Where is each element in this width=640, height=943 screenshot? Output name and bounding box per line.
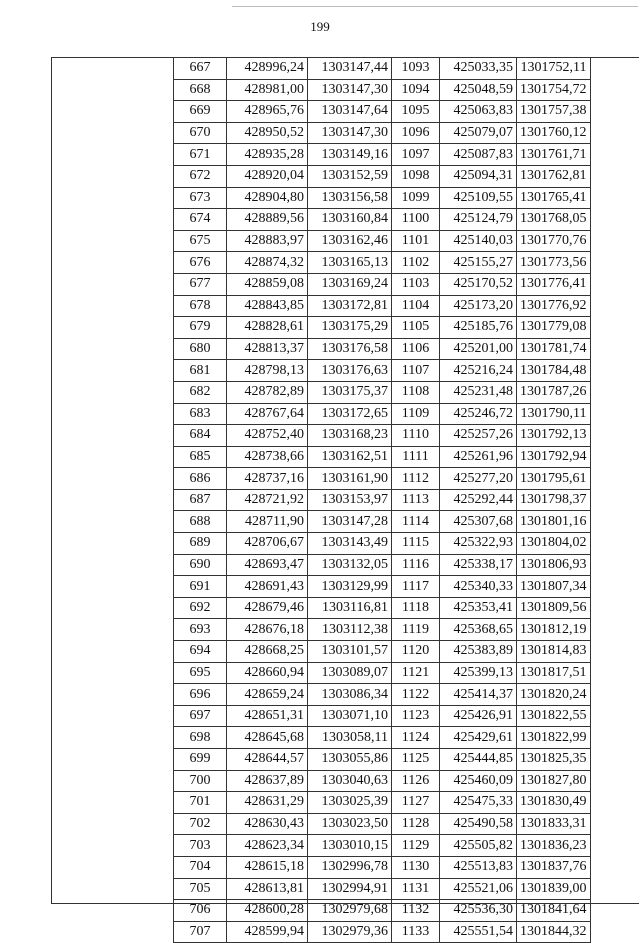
y-coordinate-cell: 1301752,11 — [517, 58, 591, 80]
point-number-cell: 705 — [174, 878, 227, 900]
point-number-cell: 694 — [174, 641, 227, 663]
y-coordinate-cell: 1301830,49 — [517, 792, 591, 814]
y-coordinate-cell: 1301798,37 — [517, 489, 591, 511]
x-coordinate-cell: 428721,92 — [227, 489, 308, 511]
y-coordinate-cell: 1301827,80 — [517, 770, 591, 792]
y-coordinate-cell: 1303147,64 — [308, 101, 392, 123]
y-coordinate-cell: 1301787,26 — [517, 381, 591, 403]
x-coordinate-cell: 425173,20 — [440, 295, 517, 317]
point-number-cell: 699 — [174, 749, 227, 771]
y-coordinate-cell: 1303153,97 — [308, 489, 392, 511]
y-coordinate-cell: 1303143,49 — [308, 533, 392, 555]
y-coordinate-cell: 1303040,63 — [308, 770, 392, 792]
table-row — [174, 684, 591, 706]
x-coordinate-cell: 425322,93 — [440, 533, 517, 555]
point-number-cell: 680 — [174, 338, 227, 360]
point-number-cell: 1114 — [392, 511, 440, 533]
point-number-cell: 1129 — [392, 835, 440, 857]
x-coordinate-cell: 428711,90 — [227, 511, 308, 533]
y-coordinate-cell: 1302979,68 — [308, 900, 392, 922]
x-coordinate-cell: 425094,31 — [440, 165, 517, 187]
page-number: 199 — [310, 19, 330, 34]
y-coordinate-cell: 1301762,81 — [517, 165, 591, 187]
x-coordinate-cell: 425124,79 — [440, 209, 517, 231]
table-row — [174, 792, 591, 814]
point-number-cell: 670 — [174, 122, 227, 144]
y-coordinate-cell: 1303071,10 — [308, 705, 392, 727]
table-row — [174, 230, 591, 252]
table-row — [174, 619, 591, 641]
y-coordinate-cell: 1301822,99 — [517, 727, 591, 749]
point-number-cell: 1103 — [392, 273, 440, 295]
x-coordinate-cell: 428691,43 — [227, 576, 308, 598]
y-coordinate-cell: 1303101,57 — [308, 641, 392, 663]
y-coordinate-cell: 1303132,05 — [308, 554, 392, 576]
point-number-cell: 681 — [174, 360, 227, 382]
x-coordinate-cell: 428615,18 — [227, 856, 308, 878]
x-coordinate-cell: 425170,52 — [440, 273, 517, 295]
x-coordinate-cell: 428613,81 — [227, 878, 308, 900]
point-number-cell: 1108 — [392, 381, 440, 403]
point-number-cell: 677 — [174, 273, 227, 295]
x-coordinate-cell: 428679,46 — [227, 597, 308, 619]
point-number-cell: 689 — [174, 533, 227, 555]
point-number-cell: 692 — [174, 597, 227, 619]
point-number-cell: 1121 — [392, 662, 440, 684]
point-number-cell: 682 — [174, 381, 227, 403]
x-coordinate-cell: 428828,61 — [227, 317, 308, 339]
point-number-cell: 668 — [174, 79, 227, 101]
point-number-cell: 703 — [174, 835, 227, 857]
y-coordinate-cell: 1301804,02 — [517, 533, 591, 555]
table-row — [174, 511, 591, 533]
point-number-cell: 675 — [174, 230, 227, 252]
x-coordinate-cell: 425109,55 — [440, 187, 517, 209]
y-coordinate-cell: 1301779,08 — [517, 317, 591, 339]
x-coordinate-cell: 428644,57 — [227, 749, 308, 771]
point-number-cell: 1119 — [392, 619, 440, 641]
x-coordinate-cell: 425414,37 — [440, 684, 517, 706]
x-coordinate-cell: 428660,94 — [227, 662, 308, 684]
x-coordinate-cell: 428813,37 — [227, 338, 308, 360]
y-coordinate-cell: 1303023,50 — [308, 813, 392, 835]
x-coordinate-cell: 425033,35 — [440, 58, 517, 80]
x-coordinate-cell: 428883,97 — [227, 230, 308, 252]
point-number-cell: 1111 — [392, 446, 440, 468]
y-coordinate-cell: 1301844,32 — [517, 921, 591, 943]
y-coordinate-cell: 1301806,93 — [517, 554, 591, 576]
x-coordinate-cell: 425429,61 — [440, 727, 517, 749]
point-number-cell: 1104 — [392, 295, 440, 317]
x-coordinate-cell: 428645,68 — [227, 727, 308, 749]
y-coordinate-cell: 1303162,46 — [308, 230, 392, 252]
table-row — [174, 468, 591, 490]
point-number-cell: 688 — [174, 511, 227, 533]
table-row — [174, 122, 591, 144]
y-coordinate-cell: 1303112,38 — [308, 619, 392, 641]
x-coordinate-cell: 428996,24 — [227, 58, 308, 80]
point-number-cell: 1093 — [392, 58, 440, 80]
y-coordinate-cell: 1302996,78 — [308, 856, 392, 878]
table-row — [174, 878, 591, 900]
x-coordinate-cell: 425444,85 — [440, 749, 517, 771]
point-number-cell: 683 — [174, 403, 227, 425]
table-row — [174, 273, 591, 295]
table-row — [174, 856, 591, 878]
x-coordinate-cell: 425340,33 — [440, 576, 517, 598]
point-number-cell: 1100 — [392, 209, 440, 231]
y-coordinate-cell: 1301809,56 — [517, 597, 591, 619]
y-coordinate-cell: 1303055,86 — [308, 749, 392, 771]
point-number-cell: 673 — [174, 187, 227, 209]
table-row — [174, 403, 591, 425]
point-number-cell: 700 — [174, 770, 227, 792]
x-coordinate-cell: 425490,58 — [440, 813, 517, 835]
y-coordinate-cell: 1301790,11 — [517, 403, 591, 425]
point-number-cell: 1098 — [392, 165, 440, 187]
x-coordinate-cell: 428637,89 — [227, 770, 308, 792]
x-coordinate-cell: 425048,59 — [440, 79, 517, 101]
y-coordinate-cell: 1303175,37 — [308, 381, 392, 403]
x-coordinate-cell: 428631,29 — [227, 792, 308, 814]
x-coordinate-cell: 425368,65 — [440, 619, 517, 641]
x-coordinate-cell: 425201,00 — [440, 338, 517, 360]
point-number-cell: 693 — [174, 619, 227, 641]
point-number-cell: 1117 — [392, 576, 440, 598]
y-coordinate-cell: 1303149,16 — [308, 144, 392, 166]
y-coordinate-cell: 1303147,30 — [308, 122, 392, 144]
point-number-cell: 1125 — [392, 749, 440, 771]
y-coordinate-cell: 1303147,44 — [308, 58, 392, 80]
point-number-cell: 669 — [174, 101, 227, 123]
point-number-cell: 704 — [174, 856, 227, 878]
x-coordinate-cell: 425521,06 — [440, 878, 517, 900]
y-coordinate-cell: 1303010,15 — [308, 835, 392, 857]
y-coordinate-cell: 1301760,12 — [517, 122, 591, 144]
y-coordinate-cell: 1303116,81 — [308, 597, 392, 619]
x-coordinate-cell: 428874,32 — [227, 252, 308, 274]
table-row — [174, 209, 591, 231]
y-coordinate-cell: 1303025,39 — [308, 792, 392, 814]
table-row — [174, 295, 591, 317]
point-number-cell: 1126 — [392, 770, 440, 792]
y-coordinate-cell: 1301817,51 — [517, 662, 591, 684]
point-number-cell: 674 — [174, 209, 227, 231]
y-coordinate-cell: 1301776,41 — [517, 273, 591, 295]
point-number-cell: 696 — [174, 684, 227, 706]
y-coordinate-cell: 1301841,64 — [517, 900, 591, 922]
y-coordinate-cell: 1301770,76 — [517, 230, 591, 252]
x-coordinate-cell: 428659,24 — [227, 684, 308, 706]
x-coordinate-cell: 425140,03 — [440, 230, 517, 252]
x-coordinate-cell: 425231,48 — [440, 381, 517, 403]
y-coordinate-cell: 1301795,61 — [517, 468, 591, 490]
table-row — [174, 187, 591, 209]
y-coordinate-cell: 1303058,11 — [308, 727, 392, 749]
table-row — [174, 79, 591, 101]
point-number-cell: 1120 — [392, 641, 440, 663]
point-number-cell: 1109 — [392, 403, 440, 425]
point-number-cell: 1130 — [392, 856, 440, 878]
point-number-cell: 678 — [174, 295, 227, 317]
y-coordinate-cell: 1303089,07 — [308, 662, 392, 684]
y-coordinate-cell: 1301837,76 — [517, 856, 591, 878]
table-row — [174, 58, 591, 80]
x-coordinate-cell: 428623,34 — [227, 835, 308, 857]
x-coordinate-cell: 428843,85 — [227, 295, 308, 317]
table-row — [174, 533, 591, 555]
y-coordinate-cell: 1301768,05 — [517, 209, 591, 231]
point-number-cell: 695 — [174, 662, 227, 684]
point-number-cell: 697 — [174, 705, 227, 727]
y-coordinate-cell: 1301776,92 — [517, 295, 591, 317]
point-number-cell: 1096 — [392, 122, 440, 144]
y-coordinate-cell: 1303152,59 — [308, 165, 392, 187]
table-row — [174, 835, 591, 857]
y-coordinate-cell: 1303168,23 — [308, 425, 392, 447]
y-coordinate-cell: 1301814,83 — [517, 641, 591, 663]
point-number-cell: 676 — [174, 252, 227, 274]
y-coordinate-cell: 1301757,38 — [517, 101, 591, 123]
point-number-cell: 707 — [174, 921, 227, 943]
x-coordinate-cell: 428651,31 — [227, 705, 308, 727]
y-coordinate-cell: 1301820,24 — [517, 684, 591, 706]
point-number-cell: 1097 — [392, 144, 440, 166]
y-coordinate-cell: 1303156,58 — [308, 187, 392, 209]
x-coordinate-cell: 425399,13 — [440, 662, 517, 684]
point-number-cell: 1112 — [392, 468, 440, 490]
x-coordinate-cell: 425426,91 — [440, 705, 517, 727]
point-number-cell: 698 — [174, 727, 227, 749]
y-coordinate-cell: 1303129,99 — [308, 576, 392, 598]
x-coordinate-cell: 428965,76 — [227, 101, 308, 123]
y-coordinate-cell: 1303147,28 — [308, 511, 392, 533]
table-row — [174, 749, 591, 771]
point-number-cell: 1122 — [392, 684, 440, 706]
x-coordinate-cell: 425307,68 — [440, 511, 517, 533]
table-body — [174, 58, 591, 943]
point-number-cell: 1123 — [392, 705, 440, 727]
point-number-cell: 1127 — [392, 792, 440, 814]
y-coordinate-cell: 1301781,74 — [517, 338, 591, 360]
y-coordinate-cell: 1301839,00 — [517, 878, 591, 900]
x-coordinate-cell: 425155,27 — [440, 252, 517, 274]
y-coordinate-cell: 1301773,56 — [517, 252, 591, 274]
y-coordinate-cell: 1301812,19 — [517, 619, 591, 641]
top-rule — [232, 6, 638, 7]
y-coordinate-cell: 1303169,24 — [308, 273, 392, 295]
x-coordinate-cell: 425185,76 — [440, 317, 517, 339]
table-row — [174, 144, 591, 166]
table-row — [174, 641, 591, 663]
y-coordinate-cell: 1303165,13 — [308, 252, 392, 274]
point-number-cell: 1133 — [392, 921, 440, 943]
point-number-cell: 1131 — [392, 878, 440, 900]
x-coordinate-cell: 428950,52 — [227, 122, 308, 144]
table-row — [174, 900, 591, 922]
table-row — [174, 489, 591, 511]
x-coordinate-cell: 425216,24 — [440, 360, 517, 382]
table-row — [174, 770, 591, 792]
point-number-cell: 686 — [174, 468, 227, 490]
x-coordinate-cell: 425063,83 — [440, 101, 517, 123]
point-number-cell: 1132 — [392, 900, 440, 922]
table-row — [174, 252, 591, 274]
table-row — [174, 727, 591, 749]
y-coordinate-cell: 1301792,13 — [517, 425, 591, 447]
point-number-cell: 685 — [174, 446, 227, 468]
x-coordinate-cell: 425338,17 — [440, 554, 517, 576]
y-coordinate-cell: 1301801,16 — [517, 511, 591, 533]
table-row — [174, 338, 591, 360]
point-number-cell: 1116 — [392, 554, 440, 576]
x-coordinate-cell: 428738,66 — [227, 446, 308, 468]
point-number-cell: 691 — [174, 576, 227, 598]
point-number-cell: 690 — [174, 554, 227, 576]
point-number-cell: 1128 — [392, 813, 440, 835]
x-coordinate-cell: 428920,04 — [227, 165, 308, 187]
table-row — [174, 554, 591, 576]
table-row — [174, 446, 591, 468]
point-number-cell: 1124 — [392, 727, 440, 749]
x-coordinate-cell: 428782,89 — [227, 381, 308, 403]
point-number-cell: 1105 — [392, 317, 440, 339]
x-coordinate-cell: 428889,56 — [227, 209, 308, 231]
y-coordinate-cell: 1303172,81 — [308, 295, 392, 317]
x-coordinate-cell: 428798,13 — [227, 360, 308, 382]
x-coordinate-cell: 425257,26 — [440, 425, 517, 447]
x-coordinate-cell: 425079,07 — [440, 122, 517, 144]
table-row — [174, 576, 591, 598]
point-number-cell: 1102 — [392, 252, 440, 274]
x-coordinate-cell: 428600,28 — [227, 900, 308, 922]
point-number-cell: 684 — [174, 425, 227, 447]
y-coordinate-cell: 1301825,35 — [517, 749, 591, 771]
table-row — [174, 705, 591, 727]
y-coordinate-cell: 1301765,41 — [517, 187, 591, 209]
point-number-cell: 1113 — [392, 489, 440, 511]
x-coordinate-cell: 425551,54 — [440, 921, 517, 943]
point-number-cell: 1110 — [392, 425, 440, 447]
x-coordinate-cell: 425383,89 — [440, 641, 517, 663]
point-number-cell: 706 — [174, 900, 227, 922]
point-number-cell: 1107 — [392, 360, 440, 382]
y-coordinate-cell: 1301807,34 — [517, 576, 591, 598]
y-coordinate-cell: 1301784,48 — [517, 360, 591, 382]
point-number-cell: 1118 — [392, 597, 440, 619]
x-coordinate-cell: 425513,83 — [440, 856, 517, 878]
table-row — [174, 813, 591, 835]
x-coordinate-cell: 428904,80 — [227, 187, 308, 209]
y-coordinate-cell: 1302994,91 — [308, 878, 392, 900]
table-row — [174, 317, 591, 339]
y-coordinate-cell: 1303086,34 — [308, 684, 392, 706]
x-coordinate-cell: 428668,25 — [227, 641, 308, 663]
coordinates-table — [173, 57, 591, 943]
x-coordinate-cell: 428767,64 — [227, 403, 308, 425]
point-number-cell: 1094 — [392, 79, 440, 101]
table-row — [174, 360, 591, 382]
table-row — [174, 662, 591, 684]
x-coordinate-cell: 425277,20 — [440, 468, 517, 490]
x-coordinate-cell: 425261,96 — [440, 446, 517, 468]
x-coordinate-cell: 425475,33 — [440, 792, 517, 814]
x-coordinate-cell: 428676,18 — [227, 619, 308, 641]
y-coordinate-cell: 1301836,23 — [517, 835, 591, 857]
y-coordinate-cell: 1301792,94 — [517, 446, 591, 468]
x-coordinate-cell: 425292,44 — [440, 489, 517, 511]
x-coordinate-cell: 428630,43 — [227, 813, 308, 835]
y-coordinate-cell: 1303175,29 — [308, 317, 392, 339]
y-coordinate-cell: 1303162,51 — [308, 446, 392, 468]
y-coordinate-cell: 1303172,65 — [308, 403, 392, 425]
x-coordinate-cell: 428981,00 — [227, 79, 308, 101]
x-coordinate-cell: 425536,30 — [440, 900, 517, 922]
y-coordinate-cell: 1303160,84 — [308, 209, 392, 231]
x-coordinate-cell: 428599,94 — [227, 921, 308, 943]
point-number-cell: 679 — [174, 317, 227, 339]
point-number-cell: 702 — [174, 813, 227, 835]
y-coordinate-cell: 1303176,58 — [308, 338, 392, 360]
y-coordinate-cell: 1303161,90 — [308, 468, 392, 490]
x-coordinate-cell: 425353,41 — [440, 597, 517, 619]
point-number-cell: 667 — [174, 58, 227, 80]
x-coordinate-cell: 425505,82 — [440, 835, 517, 857]
x-coordinate-cell: 428693,47 — [227, 554, 308, 576]
y-coordinate-cell: 1301833,31 — [517, 813, 591, 835]
point-number-cell: 1115 — [392, 533, 440, 555]
x-coordinate-cell: 425087,83 — [440, 144, 517, 166]
x-coordinate-cell: 428935,28 — [227, 144, 308, 166]
y-coordinate-cell: 1301822,55 — [517, 705, 591, 727]
x-coordinate-cell: 425246,72 — [440, 403, 517, 425]
y-coordinate-cell: 1302979,36 — [308, 921, 392, 943]
point-number-cell: 671 — [174, 144, 227, 166]
table-row — [174, 597, 591, 619]
point-number-cell: 687 — [174, 489, 227, 511]
x-coordinate-cell: 428859,08 — [227, 273, 308, 295]
table-row — [174, 101, 591, 123]
y-coordinate-cell: 1301761,71 — [517, 144, 591, 166]
x-coordinate-cell: 428752,40 — [227, 425, 308, 447]
point-number-cell: 1101 — [392, 230, 440, 252]
point-number-cell: 1095 — [392, 101, 440, 123]
table-row — [174, 425, 591, 447]
y-coordinate-cell: 1303176,63 — [308, 360, 392, 382]
point-number-cell: 701 — [174, 792, 227, 814]
table-row — [174, 381, 591, 403]
x-coordinate-cell: 428737,16 — [227, 468, 308, 490]
y-coordinate-cell: 1303147,30 — [308, 79, 392, 101]
point-number-cell: 1099 — [392, 187, 440, 209]
y-coordinate-cell: 1301754,72 — [517, 79, 591, 101]
table-row — [174, 921, 591, 943]
table-row — [174, 165, 591, 187]
x-coordinate-cell: 425460,09 — [440, 770, 517, 792]
point-number-cell: 672 — [174, 165, 227, 187]
point-number-cell: 1106 — [392, 338, 440, 360]
x-coordinate-cell: 428706,67 — [227, 533, 308, 555]
